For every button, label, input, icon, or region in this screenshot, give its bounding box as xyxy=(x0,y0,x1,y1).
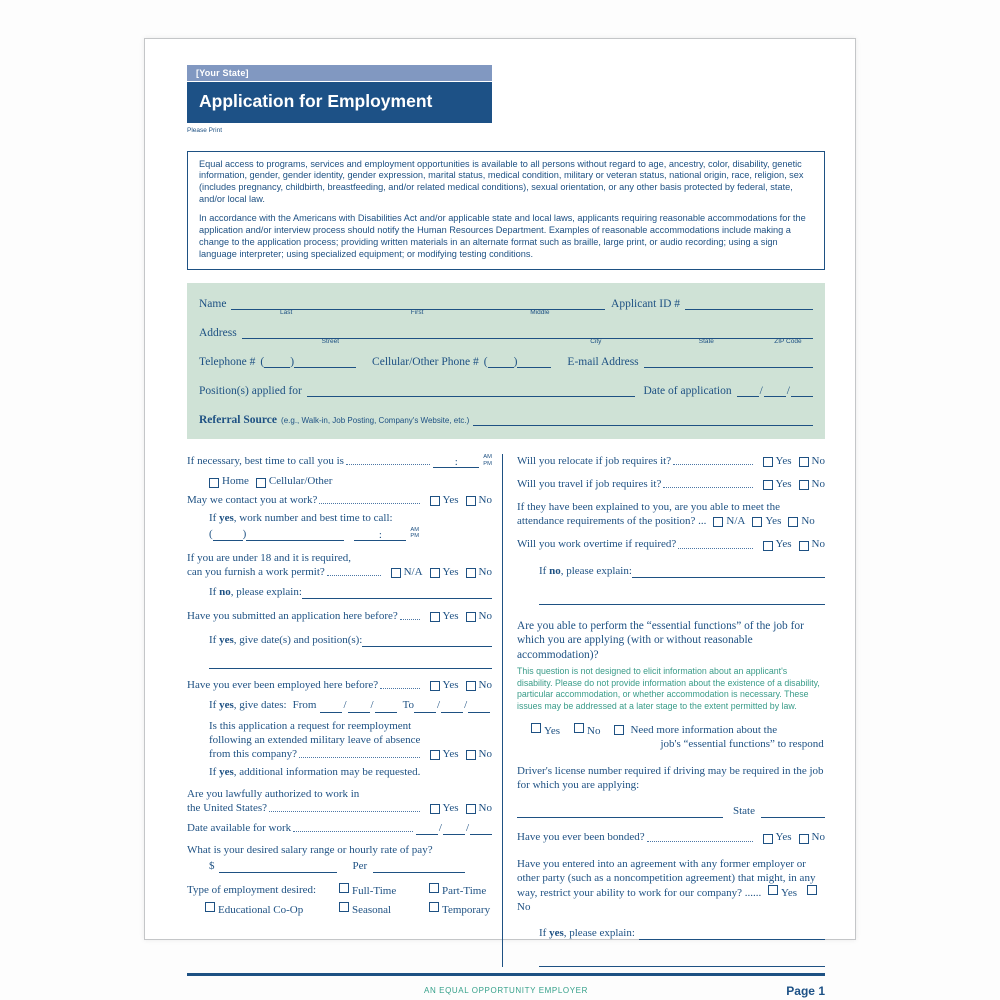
checkbox-no[interactable] xyxy=(799,834,809,844)
dotted-leader xyxy=(346,464,430,465)
na-label: N/A xyxy=(403,566,423,579)
yes-label: Yes xyxy=(442,801,459,814)
contact-at-work-question: May we contact you at work? xyxy=(187,493,318,506)
checkbox-seasonal[interactable] xyxy=(339,902,349,912)
referral-source-field[interactable] xyxy=(473,412,813,426)
educational-coop-label: Educational Co-Op xyxy=(218,904,304,917)
checkbox-temporary[interactable] xyxy=(429,902,439,912)
work-number-instruction: If yes, work number and best time to call: xyxy=(209,511,393,524)
checkbox-yes[interactable] xyxy=(430,681,440,691)
available-year-field[interactable] xyxy=(470,822,492,835)
address-label: Address xyxy=(199,327,237,340)
checkbox-no[interactable] xyxy=(466,804,476,814)
if-no-explain-label: If no, please explain: xyxy=(539,564,632,577)
checkbox-na[interactable] xyxy=(713,517,723,527)
checkbox-educational-coop[interactable] xyxy=(205,902,215,912)
drivers-license-field[interactable] xyxy=(517,805,723,818)
travel-question: Will you travel if job requires it? xyxy=(517,478,662,491)
dotted-leader xyxy=(327,575,381,576)
submitted-before-question: Have you submitted an application here before? xyxy=(187,610,398,623)
positions-applied-label: Position(s) applied for xyxy=(199,385,302,398)
email-field[interactable] xyxy=(644,354,813,368)
yes-label: Yes xyxy=(775,831,792,844)
page-footer xyxy=(187,973,825,998)
lawfully-authorized-question-line2: the United States? xyxy=(187,801,268,814)
date-slash: / xyxy=(759,385,763,398)
reemployment-question-line1: Is this application a request for reemployment xyxy=(209,719,412,732)
dotted-leader xyxy=(678,548,752,549)
checkbox-full-time[interactable] xyxy=(339,883,349,893)
dotted-leader xyxy=(673,464,752,465)
application-month-field[interactable] xyxy=(737,384,759,397)
seasonal-label: Seasonal xyxy=(352,904,392,917)
yes-label: Yes xyxy=(765,515,782,528)
state-tag-banner: [Your State] xyxy=(187,65,492,81)
no-label: No xyxy=(478,801,492,814)
yes-label: Yes xyxy=(442,610,459,623)
from-year-field[interactable] xyxy=(375,700,397,713)
no-explain-field[interactable] xyxy=(302,586,492,599)
checkbox-no[interactable] xyxy=(788,517,798,527)
telephone-field[interactable] xyxy=(294,354,356,368)
dotted-leader xyxy=(269,811,419,812)
available-month-field[interactable] xyxy=(416,822,438,835)
per-field[interactable] xyxy=(373,860,465,873)
checkbox-no[interactable] xyxy=(574,723,584,733)
checkbox-yes[interactable] xyxy=(768,885,778,895)
checkbox-no[interactable] xyxy=(799,541,809,551)
to-year-field[interactable] xyxy=(468,700,490,713)
checkbox-no[interactable] xyxy=(466,612,476,622)
dotted-leader xyxy=(400,619,420,620)
from-label: From xyxy=(292,699,317,712)
application-day-field[interactable] xyxy=(764,384,786,397)
checkbox-part-time[interactable] xyxy=(429,883,439,893)
yes-label: Yes xyxy=(442,747,459,760)
questions-column-right xyxy=(503,454,825,967)
no-label: No xyxy=(478,566,492,579)
cellular-other-label: Cellular/Other xyxy=(268,475,333,488)
employment-application-page xyxy=(144,38,856,998)
dollar-sign-label: $ xyxy=(209,860,215,873)
state-label: State xyxy=(733,805,755,818)
dates-positions-field-line2[interactable] xyxy=(209,656,492,669)
name-sublabel-last: Last xyxy=(280,309,293,317)
cellular-label: Cellular/Other Phone # xyxy=(372,356,479,369)
if-yes-explain-label: If yes, please explain: xyxy=(539,926,635,939)
address-sublabel-zip: ZIP Code xyxy=(774,338,802,346)
equal-access-paragraph: Equal access to programs, services and employment opportunities is available to all persons without regard to age, ancestry, color, disability, genetic information, gender, gender identity, gender expression, marital status, medical condition, military or veteran status, national origin, race, religion, sex (includes pregnancy, childbirth, breastfeeding, and/or related medical conditions), sexual orientation, or any other basis protected by federal, state, and/or local law. xyxy=(199,158,804,205)
checkbox-yes[interactable] xyxy=(430,496,440,506)
employed-before-question: Have you ever been employed here before? xyxy=(187,679,379,692)
checkbox-yes[interactable] xyxy=(430,612,440,622)
page-title: Application for Employment xyxy=(187,82,492,123)
yes-label: Yes xyxy=(442,493,459,506)
reemployment-question-line3: from this company? xyxy=(209,747,297,760)
drivers-license-question: Driver's license number required if driving may be required in the job for which you are applying: xyxy=(517,765,824,792)
no-label: No xyxy=(517,900,531,913)
from-day-field[interactable] xyxy=(348,700,370,713)
address-field[interactable] xyxy=(242,325,813,346)
no-label: No xyxy=(811,455,825,468)
overtime-no-explain-field-line2[interactable] xyxy=(539,592,825,605)
if-no-explain-label: If no, please explain: xyxy=(209,586,302,599)
yes-label: Yes xyxy=(544,725,561,738)
cellular-field[interactable] xyxy=(517,354,551,368)
attendance-question-line1: If they have been explained to you, are you able to meet the xyxy=(517,501,780,514)
yes-label: Yes xyxy=(781,886,798,899)
need-more-info-label-line2: job's “essential functions” to respond xyxy=(660,738,824,751)
paren-close: ) xyxy=(290,356,295,369)
checkbox-na[interactable] xyxy=(391,568,401,578)
no-label: No xyxy=(811,831,825,844)
checkbox-no[interactable] xyxy=(466,568,476,578)
name-sublabel-middle: Middle xyxy=(530,309,550,317)
checkbox-no[interactable] xyxy=(466,496,476,506)
checkbox-no[interactable] xyxy=(466,750,476,760)
if-yes-dates-positions-label: If yes, give date(s) and position(s): xyxy=(209,634,363,647)
paren-open: ( xyxy=(260,356,265,369)
yes-label: Yes xyxy=(775,538,792,551)
applicant-id-field[interactable] xyxy=(685,296,813,310)
name-sublabel-first: First xyxy=(410,309,424,317)
noncompete-question: Have you entered into an agreement with any former employer or other party (such as a noncompetition agreement) that might, in any way, restrict your ability to work for our company? ...... Yes No xyxy=(517,857,816,913)
date-slash: / xyxy=(438,822,442,834)
work-number-field[interactable] xyxy=(246,528,344,541)
page-number: Page 1 xyxy=(786,983,825,998)
available-day-field[interactable] xyxy=(443,822,465,835)
referral-source-label: Referral Source xyxy=(199,414,278,427)
date-slash: / xyxy=(786,385,790,398)
dates-positions-field[interactable] xyxy=(362,634,492,647)
telephone-label: Telephone # xyxy=(199,356,256,369)
work-area-code-field[interactable] xyxy=(213,528,243,541)
colon: : xyxy=(378,528,382,541)
need-more-info-label-line1: Need more information about the xyxy=(630,724,778,737)
am-pm-label: AM PM xyxy=(410,526,420,540)
dotted-leader xyxy=(299,757,420,758)
noncompete-explain-field-line2[interactable] xyxy=(539,954,825,967)
paren-open: ( xyxy=(483,356,488,369)
no-label: No xyxy=(587,725,601,738)
checkbox-yes[interactable] xyxy=(763,541,773,551)
colon: : xyxy=(454,456,458,469)
application-year-field[interactable] xyxy=(791,384,813,397)
equal-opportunity-employer-label: AN EQUAL OPPORTUNITY EMPLOYER xyxy=(424,985,588,995)
no-label: No xyxy=(478,679,492,692)
positions-applied-field[interactable] xyxy=(307,383,636,397)
paren-close: ) xyxy=(513,356,518,369)
questions-section xyxy=(187,454,825,967)
additional-info-note: If yes, additional information may be requested. xyxy=(209,765,421,778)
address-sublabel-state: State xyxy=(698,338,714,346)
yes-label: Yes xyxy=(442,679,459,692)
to-day-field[interactable] xyxy=(441,700,463,713)
yes-label: Yes xyxy=(775,478,792,491)
dotted-leader xyxy=(663,487,752,488)
employment-type-label: Type of employment desired: xyxy=(187,884,317,897)
checkbox-home[interactable] xyxy=(209,478,219,488)
checkbox-no[interactable] xyxy=(466,681,476,691)
date-available-question: Date available for work xyxy=(187,822,292,834)
overtime-no-explain-field[interactable] xyxy=(632,565,825,578)
checkbox-yes[interactable] xyxy=(752,517,762,527)
telephone-area-field[interactable] xyxy=(264,354,290,368)
disability-disclosure-note: This question is not designed to elicit information about an applicant's disability. Please do not provide information about the existence of a disability, particular accommodation, or whether accommodation is necessary. These issues may be addressed at a later stage to the extent permitted by law. xyxy=(517,666,820,711)
noncompete-explain-field[interactable] xyxy=(639,927,825,940)
best-time-question: If necessary, best time to call you is xyxy=(187,455,344,468)
work-best-time-field[interactable] xyxy=(354,528,406,541)
dotted-leader xyxy=(293,831,413,832)
name-label: Name xyxy=(199,298,227,311)
checkbox-no[interactable] xyxy=(799,480,809,490)
reemployment-question-line2: following an extended military leave of absence xyxy=(209,733,421,746)
date-slash: / xyxy=(370,699,374,712)
full-time-label: Full-Time xyxy=(352,885,397,898)
best-time-field[interactable] xyxy=(433,455,479,468)
email-label: E-mail Address xyxy=(567,356,639,369)
license-state-field[interactable] xyxy=(761,805,825,818)
relocate-question: Will you relocate if job requires it? xyxy=(517,455,672,468)
no-label: No xyxy=(801,515,815,528)
no-label: No xyxy=(478,747,492,760)
dotted-leader xyxy=(380,688,419,689)
dotted-leader xyxy=(647,841,753,842)
no-label: No xyxy=(478,493,492,506)
date-slash: / xyxy=(464,699,468,712)
part-time-label: Part-Time xyxy=(442,885,487,898)
no-label: No xyxy=(811,538,825,551)
essential-functions-question: Are you able to perform the “essential functions” of the job for which you are applying (with or without reasonable accommodation)? xyxy=(517,619,804,661)
equal-access-notice xyxy=(187,151,825,271)
am-pm-label: AM PM xyxy=(483,454,492,467)
address-sublabel-street: Street xyxy=(321,338,340,346)
checkbox-yes[interactable] xyxy=(763,480,773,490)
please-print-note: Please Print xyxy=(187,126,223,134)
yes-label: Yes xyxy=(442,566,459,579)
referral-source-hint: (e.g., Walk-in, Job Posting, Company's Website, etc.) xyxy=(281,416,470,426)
date-slash: / xyxy=(465,822,469,834)
work-permit-question-line1: If you are under 18 and it is required, xyxy=(187,551,352,564)
no-label: No xyxy=(811,478,825,491)
paren-close: ) xyxy=(242,527,247,540)
home-label: Home xyxy=(222,475,249,488)
name-field[interactable] xyxy=(231,296,605,317)
checkbox-yes[interactable] xyxy=(763,834,773,844)
checkbox-yes[interactable] xyxy=(531,723,541,733)
salary-field[interactable] xyxy=(219,860,337,873)
applicant-id-label: Applicant ID # xyxy=(611,298,680,311)
questions-column-left xyxy=(187,454,503,967)
date-slash: / xyxy=(343,699,347,712)
checkbox-yes[interactable] xyxy=(430,750,440,760)
from-month-field[interactable] xyxy=(320,700,342,713)
checkbox-yes[interactable] xyxy=(430,568,440,578)
to-label: To xyxy=(402,699,415,712)
lawfully-authorized-question-line1: Are you lawfully authorized to work in xyxy=(187,787,360,800)
work-permit-question-line2: can you furnish a work permit? xyxy=(187,566,325,579)
paren-open: ( xyxy=(209,527,213,540)
salary-question: What is your desired salary range or hourly rate of pay? xyxy=(187,844,433,857)
checkbox-no[interactable] xyxy=(807,885,817,895)
overtime-question: Will you work overtime if required? xyxy=(517,538,677,551)
applicant-identity-panel xyxy=(187,283,825,439)
checkbox-yes[interactable] xyxy=(430,804,440,814)
checkbox-need-more-info[interactable] xyxy=(614,725,624,735)
attendance-question-line2: attendance requirements of the position? ... xyxy=(517,515,707,528)
address-sublabel-city: City xyxy=(590,338,602,346)
yes-label: Yes xyxy=(775,455,792,468)
if-yes-give-dates-label: If yes, give dates: xyxy=(209,699,287,712)
bonded-question: Have you ever been bonded? xyxy=(517,831,645,844)
no-label: No xyxy=(478,610,492,623)
to-month-field[interactable] xyxy=(414,700,436,713)
date-slash: / xyxy=(437,699,441,712)
checkbox-cellular-other[interactable] xyxy=(256,478,266,488)
per-label: Per xyxy=(352,860,368,873)
temporary-label: Temporary xyxy=(442,904,491,917)
date-of-application-label: Date of application xyxy=(643,385,732,398)
dotted-leader xyxy=(319,503,419,504)
cellular-area-field[interactable] xyxy=(488,354,514,368)
ada-accommodations-paragraph: In accordance with the Americans with Disabilities Act and/or applicable state and local laws, applicants requiring reasonable accommodations for the application and/or interview process should notify the Human Resources Department. Examples of reasonable accommodations include making a change to the application process; providing written materials in an alternate format such as braille, large print, or audio recording; using a sign language interpreter; using specialized equipment; or modifying testing conditions. xyxy=(199,213,806,260)
checkbox-no[interactable] xyxy=(799,457,809,467)
na-label: N/A xyxy=(726,515,746,528)
checkbox-yes[interactable] xyxy=(763,457,773,467)
